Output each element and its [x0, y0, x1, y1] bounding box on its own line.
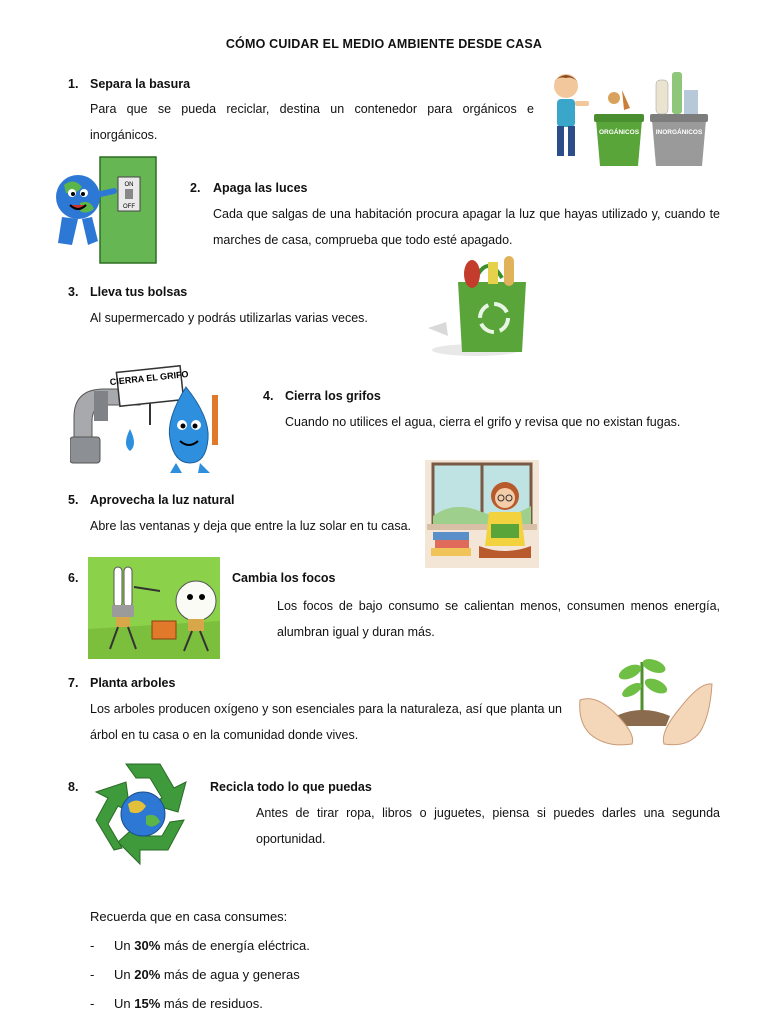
item-8-number: 8.	[68, 780, 79, 794]
item-8-text: Antes de tirar ropa, libros o juguetes, piensa si puedes darles una segunda oportunidad.	[256, 806, 720, 846]
item-8-heading: Recicla todo lo que puedas	[210, 780, 372, 794]
bullet-post: más de agua y generas	[160, 967, 300, 982]
light-bulbs-image	[88, 557, 220, 659]
item-7-text: Los arboles producen oxígeno y son esenciales para la naturaleza, así que planta un árbol en tu casa o en la comunidad donde vives.	[90, 702, 562, 742]
footer-bullet-2	[90, 967, 300, 982]
bullet-pre: Un	[114, 967, 135, 982]
item-5-text: Abre las ventanas y deja que entre la luz solar en tu casa.	[90, 519, 412, 533]
item-3-heading: Lleva tus bolsas	[90, 285, 188, 299]
item-2-number: 2.	[190, 181, 201, 195]
bullet-pre: Un	[114, 938, 135, 953]
item-7-number: 7.	[68, 676, 79, 690]
item-1-number: 1.	[68, 77, 79, 91]
light-switch-image	[52, 155, 160, 267]
item-2-text: Cada que salgas de una habitación procura apagar la luz que hayas utilizado y, cuando te marches de casa, comprueba que todo esté apagado.	[213, 207, 720, 247]
organicos-label: ORGÁNICOS	[598, 129, 640, 136]
bullet-post: más de energía eléctrica.	[160, 938, 310, 953]
water-faucet-image	[70, 365, 230, 475]
sign-label: CIERRA EL GRIFO	[109, 368, 189, 388]
footer-bullet-1	[90, 938, 310, 953]
item-5-number: 5.	[68, 493, 79, 507]
natural-light-image	[425, 460, 539, 568]
bullet-dash: -	[90, 996, 95, 1011]
item-6-heading: Cambia los focos	[232, 571, 336, 585]
item-6-number: 6.	[68, 571, 79, 585]
bullet-dash: -	[90, 938, 95, 953]
item-4-number: 4.	[263, 389, 274, 403]
switch-on-label: ON	[124, 182, 134, 188]
reusable-bag-image	[426, 252, 532, 360]
item-7-heading: Planta arboles	[90, 676, 176, 690]
item-2-heading: Apaga las luces	[213, 181, 308, 195]
footer-bullet-3	[90, 996, 263, 1011]
page-title: CÓMO CUIDAR EL MEDIO AMBIENTE DESDE CASA	[225, 37, 543, 51]
item-4-heading: Cierra los grifos	[285, 389, 381, 403]
item-3-text: Al supermercado y podrás utilizarlas varias veces.	[90, 311, 368, 325]
recycling-bins-image	[544, 68, 712, 168]
recycle-symbol-image	[88, 754, 198, 868]
item-3-number: 3.	[68, 285, 79, 299]
item-5-heading: Aprovecha la luz natural	[90, 493, 235, 507]
bullet-dash: -	[90, 967, 95, 982]
item-6-text: Los focos de bajo consumo se calientan menos, consumen menos energía, alumbran igual y duran más.	[277, 599, 720, 639]
switch-off-label: OFF	[123, 204, 135, 210]
footer-intro: Recuerda que en casa consumes:	[90, 909, 288, 924]
item-1-heading: Separa la basura	[90, 77, 191, 91]
bullet-value: 30%	[134, 938, 161, 953]
item-1-text: Para que se pueda reciclar, destina un contenedor para orgánicos e inorgánicos.	[90, 102, 534, 142]
inorganicos-label: INORGÁNICOS	[655, 129, 703, 136]
bullet-post: más de residuos.	[160, 996, 263, 1011]
bullet-value: 15%	[134, 996, 161, 1011]
plant-hands-image	[576, 644, 716, 750]
bullet-value: 20%	[134, 967, 161, 982]
item-4-text: Cuando no utilices el agua, cierra el grifo y revisa que no existan fugas.	[285, 415, 681, 429]
bullet-pre: Un	[114, 996, 135, 1011]
